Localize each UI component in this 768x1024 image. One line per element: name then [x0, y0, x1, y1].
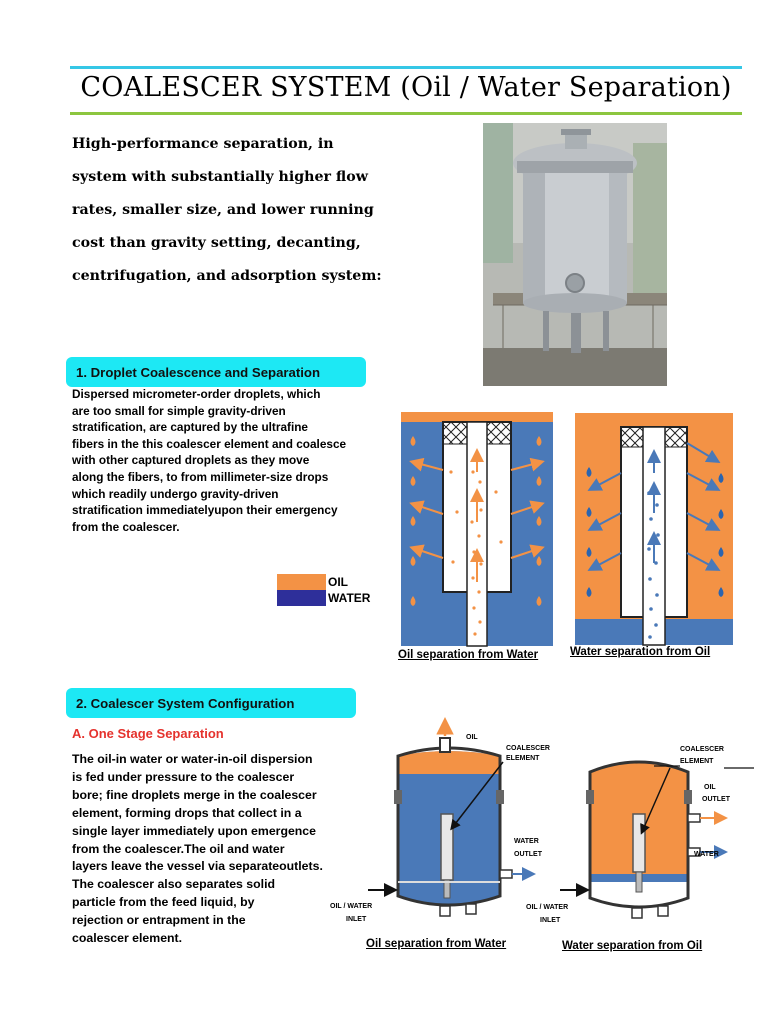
oil-top-layer [401, 412, 553, 422]
page-title: COALESCER SYSTEM (Oil / Water Separation) [80, 72, 732, 103]
coalescer-element [633, 814, 645, 872]
label-coalescer-element-l1: COALESCER [506, 745, 550, 752]
header-rule-bottom [70, 112, 742, 115]
label-water-outlet-l1: WATER [514, 838, 539, 845]
section1-line: along the fibers, to from millimeter-size drops [72, 469, 329, 484]
caption-oil-separation-from-water: Oil separation from Water [398, 649, 539, 661]
intro-line: cost than gravity setting, decanting, [72, 235, 361, 251]
section2-line: layers leave the vessel via separateoutlets. [72, 859, 323, 874]
oil-separation-from-water-diagram [401, 412, 553, 646]
label-coalescer-element-l2: ELEMENT [506, 755, 540, 762]
intro-line: system with substantially higher flow [72, 169, 368, 185]
section2-line: The oil-in water or water-in-oil dispersion [72, 752, 313, 766]
intro-line: rates, smaller size, and lower running [72, 202, 374, 218]
label-oil: OIL [466, 734, 478, 741]
label-coalescer-element-l1: COALESCER [680, 746, 724, 753]
coalescer-element [441, 814, 453, 880]
section1-line: fibers in the this coalescer element and coalesce [72, 436, 347, 451]
section1-line: are too small for simple gravity-driven [72, 403, 286, 418]
legend-oil-label: OIL [328, 575, 348, 589]
section2-body [72, 751, 354, 948]
label-inlet-l2: INLET [540, 917, 561, 924]
label-inlet-l1: OIL / WATER [330, 903, 373, 910]
intro-text [72, 128, 402, 293]
element-cap-left [443, 422, 467, 444]
coalescer-vessel-photo [483, 123, 667, 386]
vessel-oil-separation-diagram [328, 720, 550, 928]
section2-line: is fed under pressure to the coalescer [72, 769, 295, 784]
section2-line: bore; fine droplets merge in the coalescer [72, 787, 317, 802]
water-outlet-nozzle [500, 870, 512, 878]
section2-line: single layer immediately upon emergence [72, 823, 316, 838]
label-oil-outlet-l2: OUTLET [702, 796, 730, 803]
vessel-water-separation-diagram [524, 734, 756, 928]
section2-line: coalescer element. [72, 931, 183, 946]
section1-line: which readily undergo gravity-driven [72, 486, 279, 501]
label-water: WATER [694, 851, 719, 858]
caption-vessel-oil-separation: Oil separation from Water [366, 938, 507, 950]
element-cap-right [665, 427, 687, 447]
vessel-photo-illustration [483, 123, 667, 386]
label-inlet-l2: INLET [346, 916, 367, 923]
oil-outlet-nozzle [440, 738, 450, 752]
water-separation-from-oil-diagram [575, 413, 733, 645]
label-water-outlet-l2: OUTLET [514, 851, 542, 858]
label-inlet-l1: OIL / WATER [526, 904, 569, 911]
legend-oil-swatch [277, 574, 326, 590]
section1-line: stratification immediatelyupon their emergency [72, 503, 338, 518]
caption-water-separation-from-oil: Water separation from Oil [570, 646, 711, 658]
section-heading-system-configuration: 2. Coalescer System Configuration [66, 688, 356, 718]
section2-line: The coalescer also separates solid [72, 877, 276, 892]
section-heading-droplet-coalescence: 1. Droplet Coalescence and Separation [66, 357, 366, 387]
label-oil-outlet-l1: OIL [704, 784, 716, 791]
legend-water-swatch [277, 590, 326, 606]
section1-line: Dispersed micrometer-order droplets, which [72, 387, 321, 401]
section1-line: stratification, are captured by the ultrafine [72, 420, 308, 435]
vessel-oil-layer [398, 751, 500, 774]
intro-line: High-performance separation, in [72, 136, 334, 152]
element-cap-left [621, 427, 643, 447]
subheading-one-stage-separation: A. One Stage Separation [72, 726, 224, 741]
caption-vessel-water-separation: Water separation from Oil [562, 940, 703, 952]
oil-outlet-nozzle [688, 814, 700, 822]
legend-water-label: WATER [328, 591, 371, 605]
section1-line: from the coalescer. [72, 519, 180, 534]
section1-body [72, 386, 392, 535]
element-cap-right [487, 422, 511, 444]
section2-line: rejection or entrapment in the [72, 913, 246, 928]
label-coalescer-element-l2: ELEMENT [680, 758, 714, 765]
header-rule-top [70, 66, 742, 69]
section2-line: element, forming drops that collect in a [72, 805, 302, 820]
section2-line: from the coalescer.The oil and water [72, 841, 285, 856]
section1-line: with other captured droplets as they move [72, 453, 310, 468]
section2-line: particle from the feed liquid, by [72, 895, 255, 910]
intro-line: centrifugation, and adsorption system: [72, 268, 382, 284]
